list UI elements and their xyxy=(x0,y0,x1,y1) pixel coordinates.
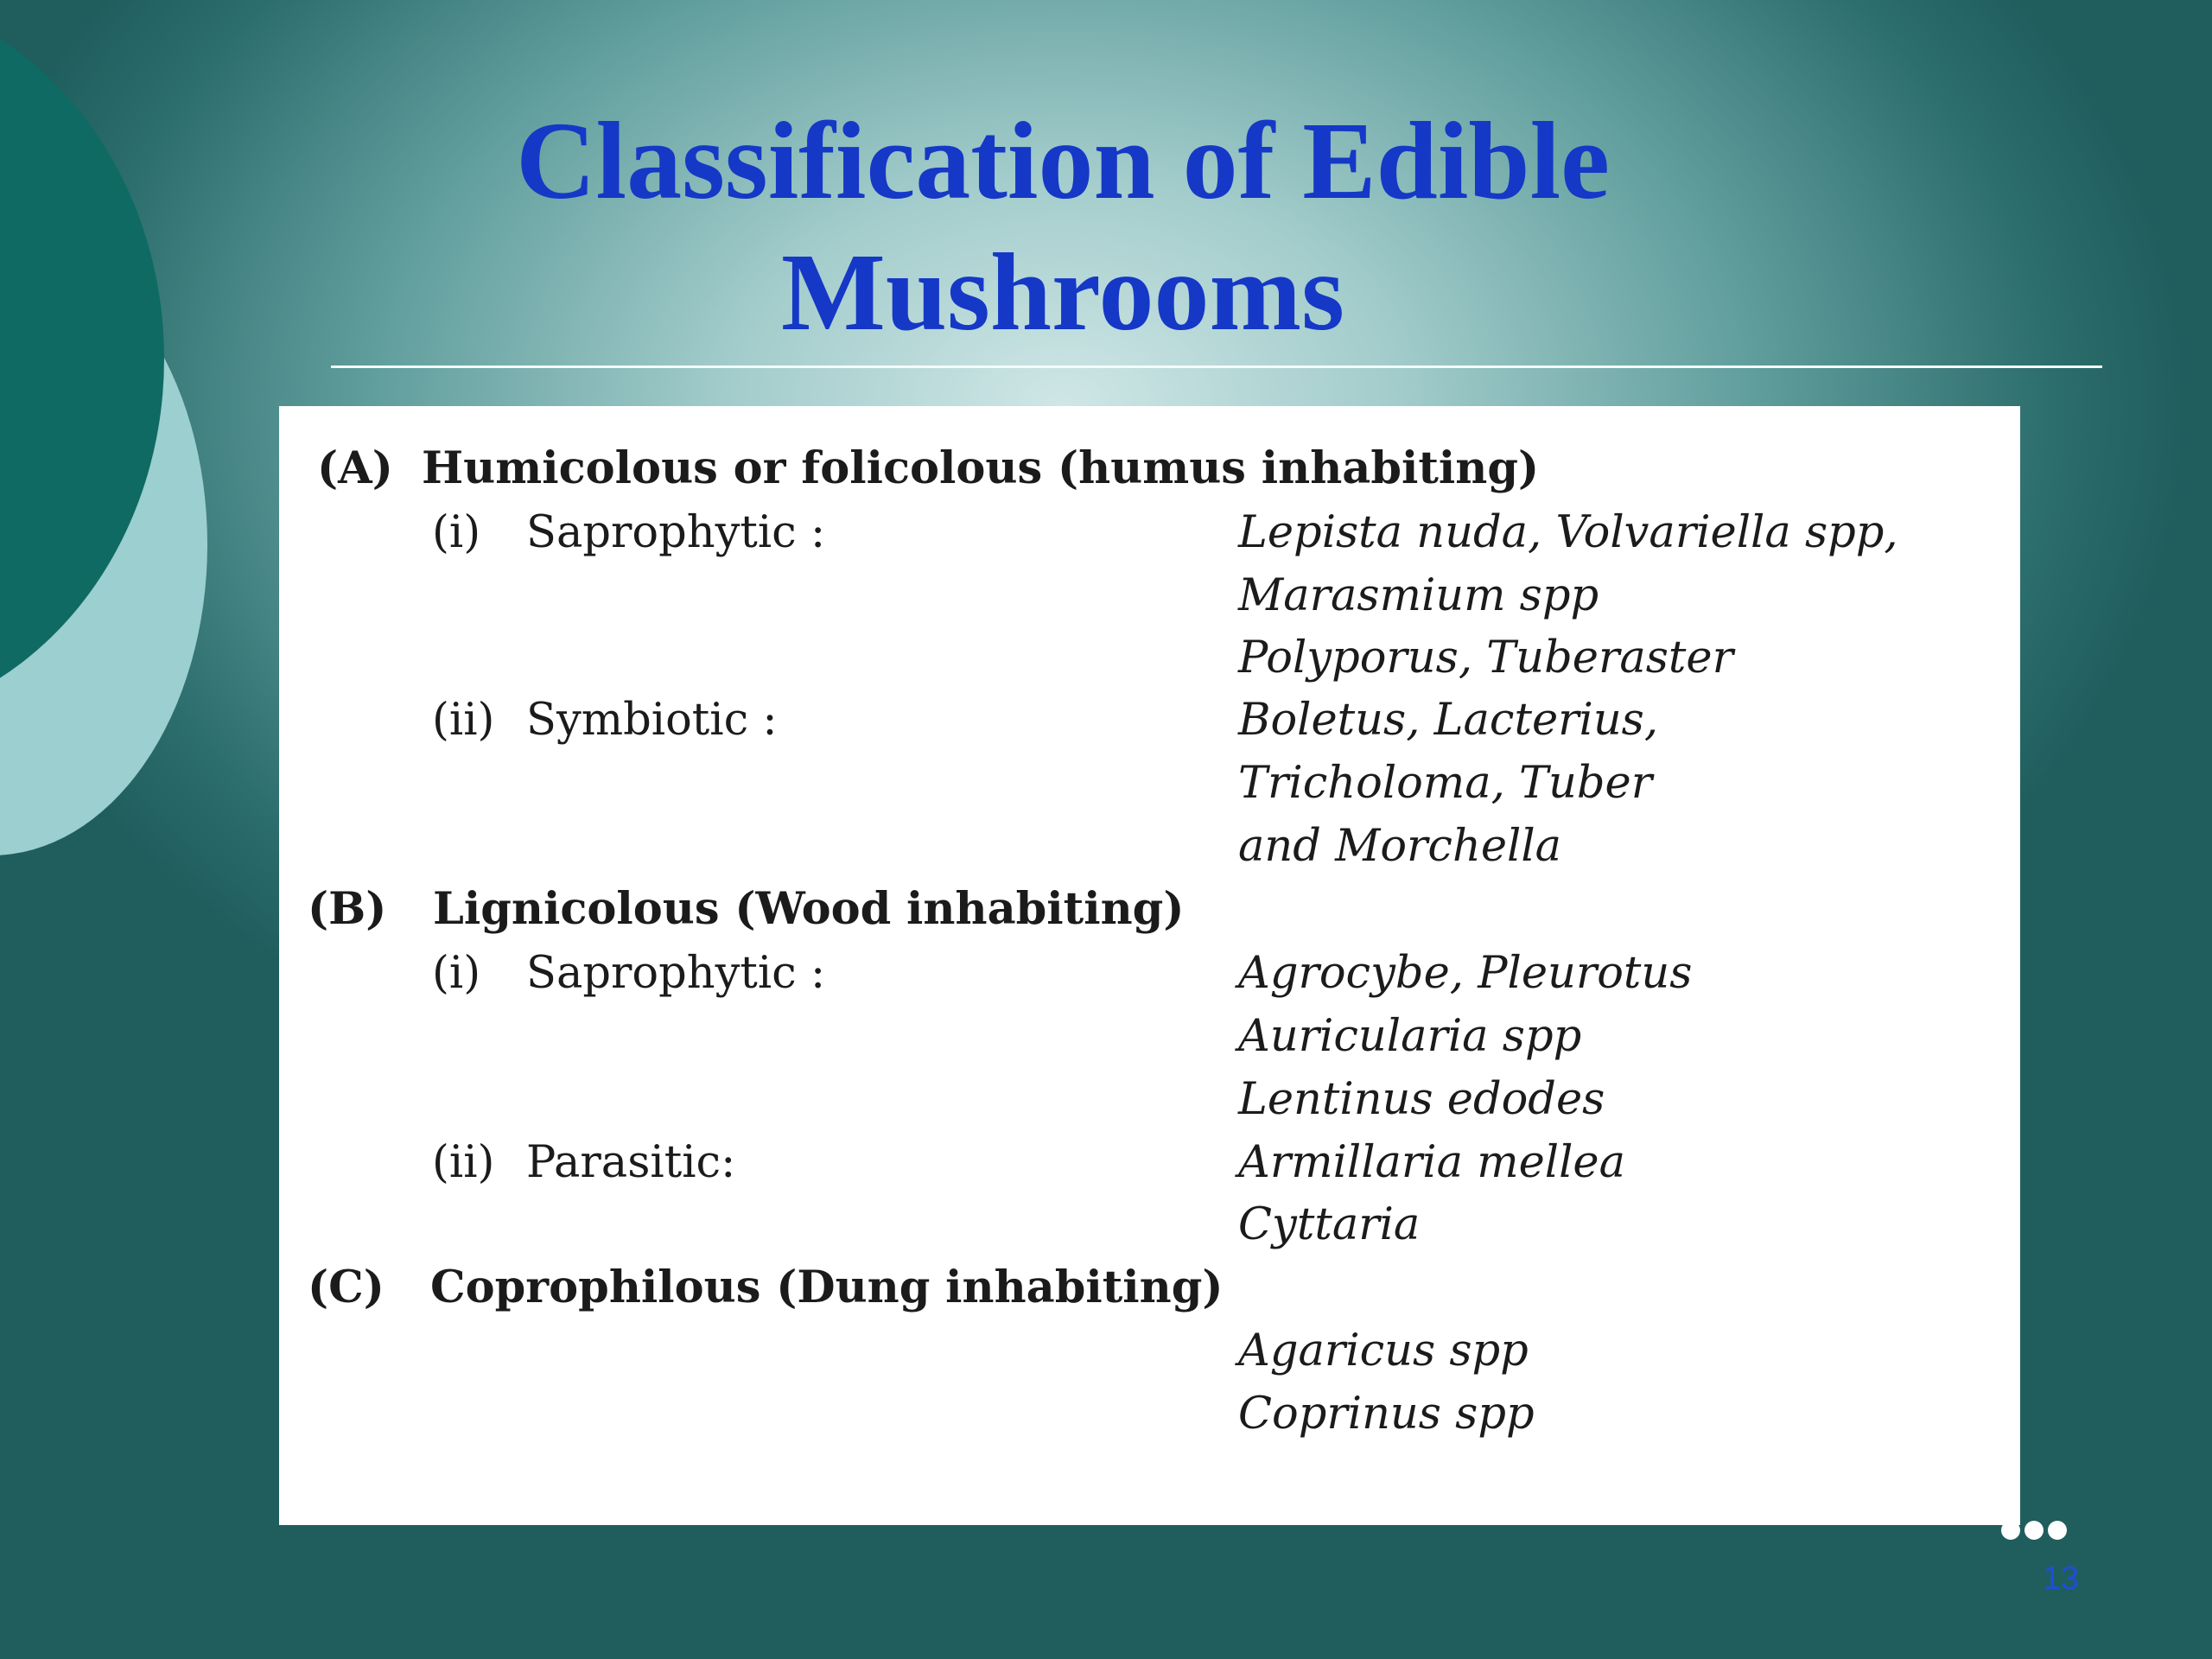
example-item: and Morchella xyxy=(1238,821,1562,872)
slide-title xyxy=(372,95,1754,358)
section-a-heading: Humicolous or folicolous (humus inhabiting) xyxy=(422,442,1540,494)
title-divider xyxy=(331,365,2102,368)
section-b-sub2-marker: (ii) xyxy=(432,1137,495,1188)
section-b-sub2-label: Parasitic: xyxy=(526,1137,736,1188)
example-item: Agaricus spp xyxy=(1238,1325,1529,1376)
example-item: Lepista nuda, Volvariella spp, xyxy=(1238,507,1898,558)
section-a-sub2-label: Symbiotic : xyxy=(526,695,778,746)
section-a-marker: (A) xyxy=(317,442,393,494)
section-b-sub1-marker: (i) xyxy=(432,948,481,999)
section-a-sub2-marker: (ii) xyxy=(432,695,495,746)
example-item: Armillaria mellea xyxy=(1238,1137,1625,1188)
example-item: Marasmium spp xyxy=(1238,570,1599,621)
page-number: 13 xyxy=(2042,1560,2080,1597)
slide-title-line-1: Classification of Edible xyxy=(516,99,1610,222)
slide-title-line-2: Mushrooms xyxy=(781,231,1344,353)
section-b-sub1-label: Saprophytic : xyxy=(526,948,826,999)
section-b-heading: Lignicolous (Wood inhabiting) xyxy=(433,883,1185,935)
section-c-heading: Coprophilous (Dung inhabiting) xyxy=(430,1262,1224,1313)
example-item: Cyttaria xyxy=(1238,1199,1421,1250)
example-item: Agrocybe, Pleurotus xyxy=(1238,948,1693,999)
example-item: Tricholoma, Tuber xyxy=(1238,758,1653,809)
example-item: Coprinus spp xyxy=(1238,1389,1535,1440)
classification-panel xyxy=(279,406,2020,1525)
section-a-sub1-label: Saprophytic : xyxy=(526,507,826,558)
example-item: Auricularia spp xyxy=(1238,1011,1582,1062)
ellipsis-dots-icon xyxy=(2001,1521,2067,1541)
section-b-marker: (B) xyxy=(308,883,387,935)
example-item: Lentinus edodes xyxy=(1238,1074,1605,1125)
example-item: Boletus, Lacterius, xyxy=(1238,695,1659,746)
example-item: Polyporus, Tuberaster xyxy=(1238,632,1733,683)
section-c-marker: (C) xyxy=(308,1262,385,1313)
section-a-sub1-marker: (i) xyxy=(432,507,481,558)
